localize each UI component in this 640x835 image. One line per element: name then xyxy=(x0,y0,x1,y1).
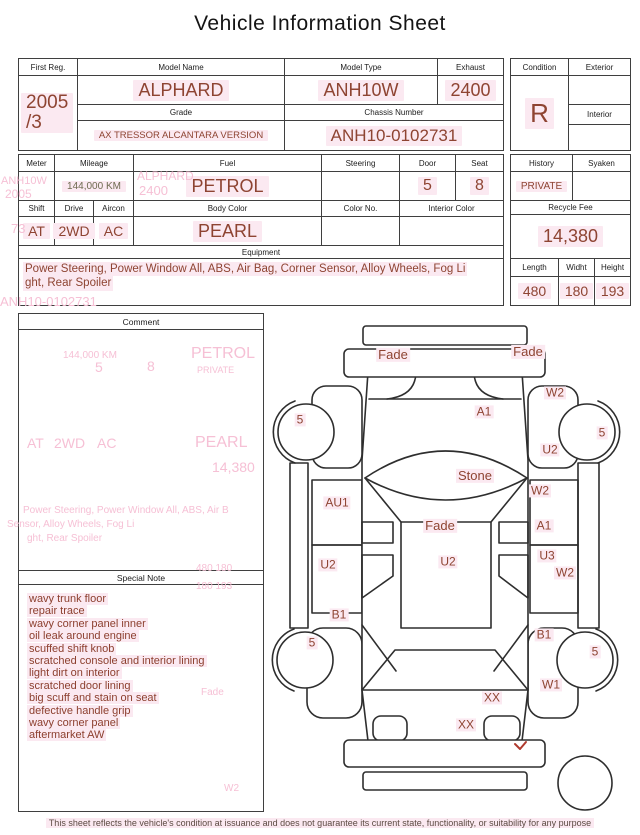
door-label: Door xyxy=(400,155,456,172)
front-right-wheel xyxy=(559,404,615,460)
damage-label: Fade xyxy=(513,343,543,359)
ghost-text: 2005 xyxy=(5,187,32,201)
damage-label: Stone xyxy=(458,467,492,483)
damage-label: U2 xyxy=(320,557,336,572)
ghost-text: 144,000 KM xyxy=(63,350,117,361)
left-rear-door-panel xyxy=(312,545,362,613)
ghost-text: 480 180 xyxy=(196,563,233,574)
drive-label: Drive xyxy=(55,201,94,217)
damage-label: U3 xyxy=(539,548,555,563)
left-rocker-panel xyxy=(290,463,308,628)
interior-label: Interior xyxy=(569,105,630,125)
ghost-text: W2 xyxy=(224,783,239,794)
grade-value: AX TRESSOR ALCANTARA VERSION xyxy=(78,121,285,150)
right-rear-door-panel xyxy=(530,545,578,613)
syaken-label: Syaken xyxy=(573,155,630,172)
exterior-value xyxy=(569,76,630,105)
fuel-label: Fuel xyxy=(134,155,322,172)
first-reg-label: First Reg. xyxy=(19,59,78,76)
exhaust-value: 2400 xyxy=(438,76,503,105)
ghost-text: Power Steering, Power Window All, ABS, Air B xyxy=(23,505,229,516)
grade-label: Grade xyxy=(78,105,285,121)
special-note-item: aftermarket AW xyxy=(29,729,105,742)
ghost-text: 2WD xyxy=(54,435,86,451)
special-note-item: scuffed shift knob xyxy=(29,642,115,655)
aircon-value: AC xyxy=(94,217,134,246)
comment-note-box xyxy=(18,313,264,812)
ghost-text: AT xyxy=(27,435,44,451)
interior-value xyxy=(569,125,630,150)
mileage-label: Mileage xyxy=(55,155,134,172)
damage-label: B1 xyxy=(331,607,347,622)
fuel-value: PETROL xyxy=(134,172,322,201)
model-type-value: ANH10W xyxy=(285,76,438,105)
special-note-item: light dirt on interior xyxy=(29,667,120,680)
damage-label: XX xyxy=(457,717,475,732)
special-note-item: scratched door lining xyxy=(29,679,131,692)
right-rocker-panel xyxy=(578,463,599,628)
condition-table xyxy=(510,58,631,151)
ghost-text: 2400 xyxy=(139,183,168,198)
front-bumper xyxy=(344,346,545,377)
damage-label: W2 xyxy=(531,483,549,498)
damage-label: U2 xyxy=(440,554,456,569)
damage-label: W2 xyxy=(546,385,564,400)
aircon-label: Aircon xyxy=(94,201,134,217)
comment-area xyxy=(19,330,263,570)
damage-label: 5 xyxy=(296,412,304,427)
body-color-value: PEARL xyxy=(134,217,322,246)
special-note-list xyxy=(19,585,263,811)
damage-label: XX xyxy=(483,690,501,705)
recycle-fee-value: 14,380 xyxy=(511,215,630,259)
ghost-text: 14,380 xyxy=(212,459,255,475)
damage-label: W1 xyxy=(542,677,560,692)
ghost-text: AC xyxy=(97,435,117,451)
width-label: Widht xyxy=(559,259,595,277)
special-note-item: big scuff and stain on seat xyxy=(29,692,157,705)
ghost-text: 5 xyxy=(95,359,103,375)
recycle-fee-label: Recycle Fee xyxy=(511,201,630,215)
color-no-label: Color No. xyxy=(322,201,400,217)
model-name-value: ALPHARD xyxy=(78,76,285,105)
comment-label: Comment xyxy=(19,314,263,330)
history-fee-table xyxy=(510,154,631,306)
body-color-label: Body Color xyxy=(134,201,322,217)
seat-label: Seat xyxy=(456,155,503,172)
ghost-text: 180 193 xyxy=(196,581,233,592)
equipment-label: Equipment xyxy=(19,246,503,259)
details-table xyxy=(18,154,504,306)
right-front-door-panel xyxy=(530,480,578,545)
meter-value xyxy=(19,172,55,201)
rear-bumper-lower-bar xyxy=(363,772,527,790)
spare-wheel xyxy=(558,756,612,810)
length-label: Length xyxy=(511,259,559,277)
interior-color-value xyxy=(400,217,503,246)
first-reg-value: 2005 /3 xyxy=(19,76,78,150)
damage-label: Fade xyxy=(378,346,408,362)
ghost-text: Fade xyxy=(201,687,224,698)
length-value: 480 xyxy=(511,277,559,305)
damage-label: AU1 xyxy=(325,495,349,510)
car-body-outline xyxy=(362,372,528,741)
chassis-number-value: ANH10-0102731 xyxy=(285,121,503,150)
height-label: Height xyxy=(595,259,630,277)
page-title: Vehicle Information Sheet xyxy=(194,12,446,35)
steering-label: Steering xyxy=(322,155,400,172)
special-note-item: wavy corner panel inner xyxy=(29,617,146,630)
damage-label: W2 xyxy=(556,565,574,580)
special-note-item: scratched console and interior lining xyxy=(29,655,205,668)
identity-table xyxy=(18,58,504,151)
front-bumper-upper-bar xyxy=(363,326,527,345)
ghost-text: 8 xyxy=(147,358,155,374)
shift-value: AT xyxy=(19,217,55,246)
special-note-label: Special Note xyxy=(19,570,263,585)
mileage-value: 144,000 KM xyxy=(55,172,134,201)
ghost-text: PRIVATE xyxy=(197,365,235,375)
rear-left-wheel xyxy=(277,632,333,688)
ghost-text: ALPHARD xyxy=(137,169,194,183)
damage-label: Fade xyxy=(425,517,455,533)
damage-label: 5 xyxy=(598,425,606,440)
interior-color-label: Interior Color xyxy=(400,201,503,217)
ghost-text: Sensor, Alloy Wheels, Fog Li xyxy=(7,519,135,530)
exhaust-label: Exhaust xyxy=(438,59,503,76)
damage-label: B1 xyxy=(536,627,552,642)
model-name-label: Model Name xyxy=(78,59,285,76)
ghost-text: ght, Rear Spoiler xyxy=(27,533,103,544)
model-type-label: Model Type xyxy=(285,59,438,76)
ghost-text: 73 xyxy=(11,221,26,236)
left-front-door-panel xyxy=(312,480,362,545)
special-note-item: wavy trunk floor xyxy=(29,593,107,605)
meter-label: Meter xyxy=(19,155,55,172)
ghost-text: PEARL xyxy=(195,434,248,451)
damage-label: U2 xyxy=(542,442,558,457)
exterior-label: Exterior xyxy=(569,59,630,76)
history-label: History xyxy=(511,155,573,172)
width-value: 180 xyxy=(559,277,595,305)
drive-value: 2WD xyxy=(55,217,94,246)
damage-label: A1 xyxy=(476,404,492,419)
equipment-value: Power Steering, Power Window All, ABS, Air Bag, Corner Sensor, Alloy Wheels, Fog Li ght, Rear Spoiler xyxy=(25,263,466,290)
rear-right-wheel xyxy=(557,632,613,688)
door-value: 5 xyxy=(400,172,456,201)
damage-label: 5 xyxy=(591,644,599,659)
syaken-value xyxy=(573,172,630,201)
history-value: PRIVATE xyxy=(511,172,573,201)
ghost-text: PETROL xyxy=(191,345,256,362)
footer-disclaimer: This sheet reflects the vehicle's condition at issuance and does not guarantee its current state, functionality, or suitability for any purpose xyxy=(0,818,640,828)
front-left-wheel xyxy=(278,404,334,460)
ghost-text: ANH10-0102731 xyxy=(0,294,97,309)
height-value: 193 xyxy=(595,277,630,305)
damage-label: A1 xyxy=(536,518,552,533)
shift-label: Shift xyxy=(19,201,55,217)
vehicle-condition-diagram xyxy=(265,310,640,820)
damage-label: 5 xyxy=(308,635,316,650)
condition-value: R xyxy=(511,76,569,150)
special-note-item: wavy corner panel xyxy=(29,717,119,730)
special-note-item: defective handle grip xyxy=(29,704,131,717)
chassis-number-label: Chassis Number xyxy=(285,105,503,121)
seat-value: 8 xyxy=(456,172,503,201)
special-note-item: oil leak around engine xyxy=(29,630,137,643)
special-note-item: repair trace xyxy=(29,605,85,618)
color-no-value xyxy=(322,217,400,246)
steering-value xyxy=(322,172,400,201)
condition-label: Condition xyxy=(511,59,569,76)
ghost-text: ANH10W xyxy=(1,175,47,187)
